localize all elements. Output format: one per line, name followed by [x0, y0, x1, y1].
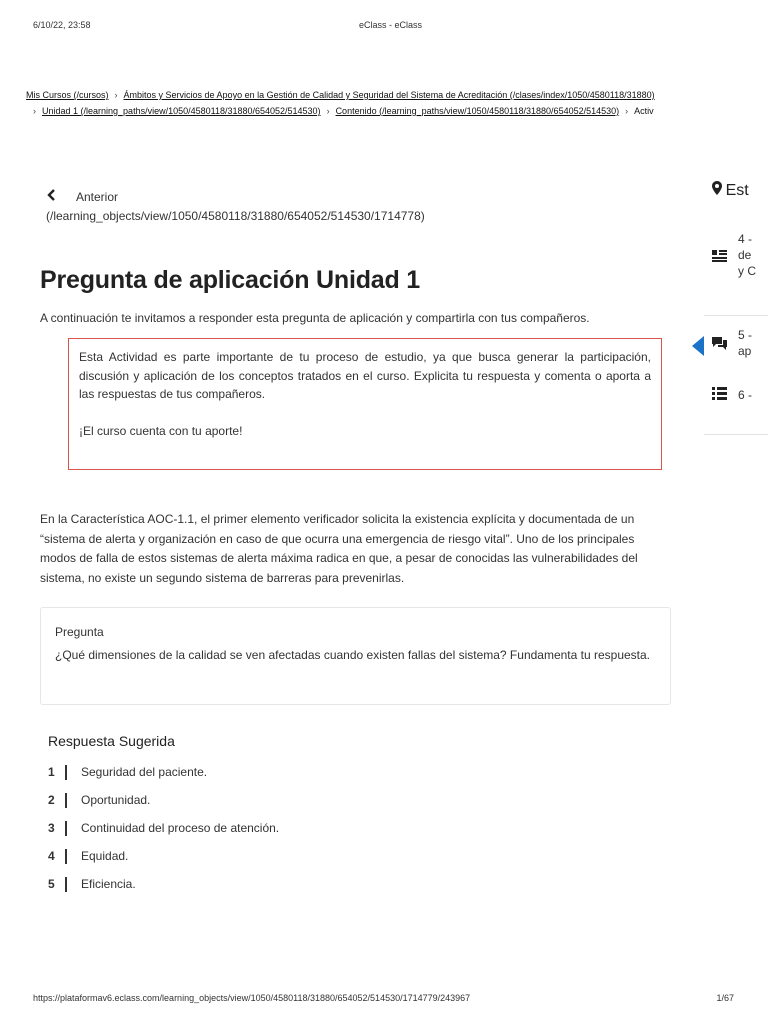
list-item: [48, 842, 279, 870]
print-title: eClass - eClass: [358, 20, 423, 30]
breadcrumb-unidad[interactable]: Unidad 1 (/learning_paths/view/1050/4580118/31880/654052/514530): [42, 106, 321, 116]
sidebar-item-text: [738, 327, 752, 359]
list-item-number: 5: [48, 877, 55, 891]
list-item-number: 1: [48, 765, 55, 779]
breadcrumb-separator: ›: [625, 106, 629, 116]
intro-text: A continuación te invitamos a responder esta pregunta de aplicación y compartirla con tus compañeros.: [40, 311, 590, 325]
sidebar-item-6[interactable]: [704, 385, 768, 405]
previous-link[interactable]: [46, 187, 425, 226]
print-date: 6/10/22, 23:58: [33, 20, 91, 30]
list-icon: [712, 387, 730, 403]
list-item-number: 4: [48, 849, 55, 863]
sidebar-item-line: ap: [738, 344, 752, 358]
list-item-text: Continuidad del proceso de atención.: [81, 821, 280, 835]
list-item: [48, 758, 279, 786]
list-item-text: Seguridad del paciente.: [81, 765, 208, 779]
sidebar-item-4[interactable]: [704, 231, 768, 291]
answer-list: [48, 758, 279, 898]
case-description: En la Característica AOC-1.1, el primer elemento verificador solicita la existencia explícita y documentada de un “sistema de alerta y organización en caso de que ocurra una emergencia de riesgo vital”. Uno de los principales modos de falla de estos sistemas de alerta máxima radica en que, a pesar de conocidas las vulnerabilidades del sistema, no existe un segundo sistema de barreras para prevenirlas.: [40, 512, 638, 585]
breadcrumb-current: Activ: [634, 106, 654, 116]
list-item: [48, 870, 279, 898]
list-item: [48, 786, 279, 814]
list-item-text: Equidad.: [81, 849, 129, 863]
answer-title: Respuesta Sugerida: [48, 733, 175, 749]
sidebar-item-line: 4 -: [738, 232, 753, 246]
list-item-text: Eficiencia.: [81, 877, 136, 891]
question-text: ¿Qué dimensiones de la calidad se ven afectadas cuando existen fallas del sistema? Fundamenta tu respuesta.: [55, 648, 651, 662]
divider: [65, 821, 67, 836]
divider: [704, 315, 768, 316]
divider: [704, 434, 768, 435]
sidebar-item-line: 5 -: [738, 328, 753, 342]
breadcrumb-contenido[interactable]: Contenido (/learning_paths/view/1050/4580118/31880/654052/514530): [335, 106, 620, 116]
sidebar-item-line: de: [738, 248, 752, 262]
sidebar-item-text: [738, 231, 756, 279]
sidebar-item-text: 6 -: [738, 388, 753, 402]
print-page-number: 1/67: [716, 993, 734, 1003]
question-card: [40, 607, 671, 705]
breadcrumb-separator: ›: [33, 106, 36, 116]
list-item-number: 2: [48, 793, 55, 807]
article-icon: [712, 249, 730, 265]
divider: [65, 849, 67, 864]
divider: [65, 765, 67, 780]
activity-callout: [68, 338, 662, 470]
divider: [65, 793, 67, 808]
sidebar-item-line: y C: [738, 264, 756, 278]
sidebar-title-text: Est: [725, 182, 749, 199]
chevron-left-icon: [46, 187, 76, 206]
sidebar-item-5[interactable]: [704, 327, 768, 363]
divider: [65, 877, 67, 892]
previous-url: (/learning_objects/view/1050/4580118/31880/654052/514530/1714778): [46, 209, 425, 223]
breadcrumb: [26, 87, 768, 119]
list-item-number: 3: [48, 821, 55, 835]
breadcrumb-separator: ›: [326, 106, 330, 116]
breadcrumb-separator: ›: [114, 90, 118, 100]
callout-text: Esta Actividad es parte importante de tu proceso de estudio, ya que busca generar la participación, discusión y aplicación de los conceptos tratados en el curso. Explicita tu respuesta y comenta o aporta a las respuestas de tus compañeros.: [79, 350, 651, 401]
print-url: https://plataformav6.eclass.com/learning_objects/view/1050/4580118/31880/654052/514530/1714779/243967: [33, 993, 471, 1003]
list-item: [48, 814, 279, 842]
question-label: Pregunta: [55, 625, 104, 639]
page-title: Pregunta de aplicación Unidad 1: [40, 266, 420, 294]
course-sidebar: [704, 175, 768, 445]
comments-icon: [712, 337, 730, 353]
breadcrumb-course[interactable]: Ámbitos y Servicios de Apoyo en la Gestión de Calidad y Seguridad del Sistema de Acreditación (/clases/index/1050/4580118/31880): [123, 90, 655, 100]
active-item-indicator: [692, 336, 704, 356]
callout-closing: ¡El curso cuenta con tu aporte!: [79, 423, 243, 438]
previous-label: Anterior: [76, 190, 119, 204]
sidebar-title: [712, 181, 749, 200]
print-header: [33, 20, 748, 32]
map-marker-icon: [712, 183, 726, 198]
breadcrumb-mis-cursos[interactable]: Mis Cursos (/cursos): [26, 90, 109, 100]
list-item-text: Oportunidad.: [81, 793, 151, 807]
